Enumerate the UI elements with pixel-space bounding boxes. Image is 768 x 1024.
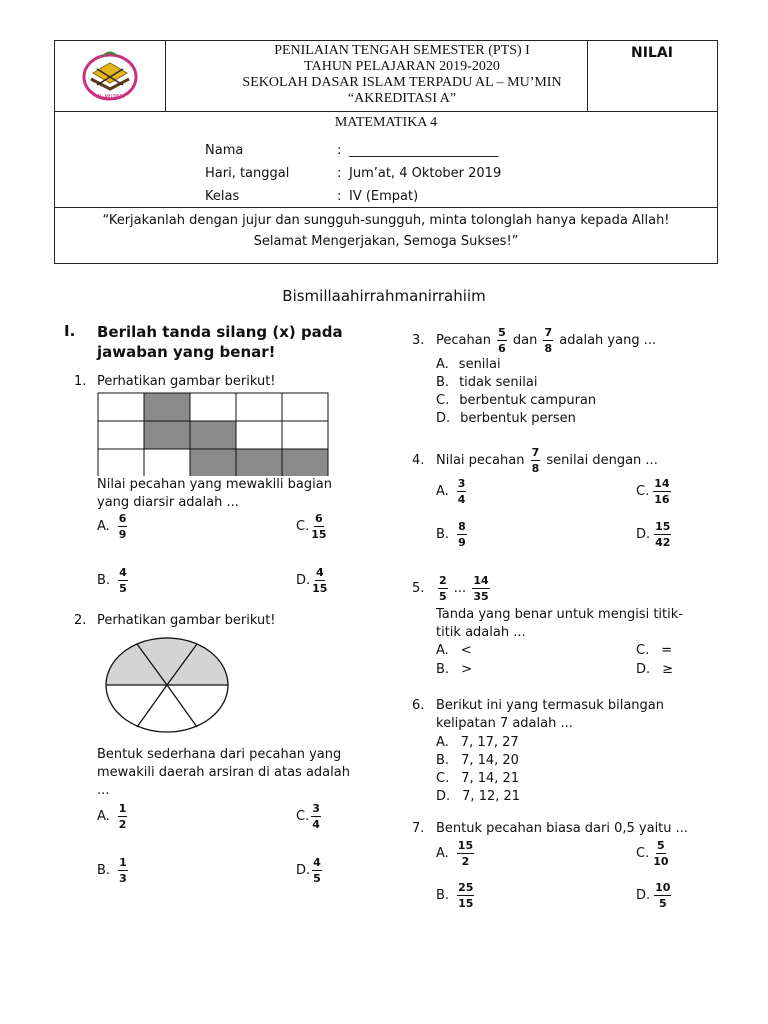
header-divider (55, 207, 717, 208)
q7-text: Bentuk pecahan biasa dari 0,5 yaitu ... (436, 821, 689, 836)
q6-option-c[interactable] (436, 770, 519, 788)
q5-fraction-2 (472, 574, 489, 603)
field-label-kelas: Kelas (205, 189, 240, 204)
option-text: 7, 17, 27 (460, 735, 519, 750)
fraction-den: 9 (118, 528, 127, 541)
option-letter: C. (296, 809, 310, 824)
q1-text: yang diarsir adalah ... (97, 495, 239, 510)
field-value-tanggal: Jum’at, 4 Oktober 2019 (349, 166, 502, 181)
option-letter: B. (436, 375, 450, 390)
q3-fraction-2 (543, 326, 553, 355)
option-fraction (654, 881, 671, 910)
q6-option-d[interactable] (436, 788, 520, 806)
fraction-den: 9 (458, 536, 466, 549)
option-letter: D. (636, 662, 651, 677)
subject-title: MATEMATIKA 4 (334, 115, 438, 130)
grid-cell-shaded (282, 449, 328, 476)
option-text: < (460, 643, 472, 658)
fraction-num: 15 (655, 520, 671, 533)
field-sep: : (337, 166, 342, 181)
option-fraction (311, 512, 326, 541)
option-letter: D. (636, 888, 651, 903)
fraction-num: 5 (657, 839, 665, 852)
option-text: senilai (458, 357, 501, 372)
option-text: berbentuk persen (460, 411, 576, 426)
header-divider (55, 111, 717, 112)
grid-cell (144, 449, 190, 476)
section-number: I. (64, 322, 76, 340)
option-fraction (311, 802, 321, 831)
q1-option-d[interactable] (296, 566, 329, 595)
fraction-den: 8 (544, 342, 553, 355)
option-letter: A. (97, 809, 110, 824)
grid-cell (282, 421, 328, 449)
q4-option-d[interactable] (636, 520, 673, 549)
q5-option-c[interactable] (636, 642, 672, 660)
q3-option-d[interactable] (436, 410, 576, 428)
option-letter: A. (436, 846, 449, 861)
option-letter: D. (636, 527, 651, 542)
grid-cell-shaded (144, 421, 190, 449)
q5-number: 5. (412, 581, 425, 596)
option-text: 7, 14, 21 (461, 771, 520, 786)
q3-text-pre: Pecahan (436, 333, 491, 348)
fraction-num: 25 (458, 881, 474, 894)
grid-cell (282, 393, 328, 421)
motto-line: “Kerjakanlah dengan jujur dan sungguh-sungguh, minta tolonglah hanya kepada Allah! (102, 213, 670, 228)
option-text: 7, 14, 20 (461, 753, 519, 768)
fraction-den: 8 (531, 462, 540, 475)
option-letter: D. (436, 789, 451, 804)
fraction-den: 2 (461, 855, 470, 868)
fraction-den: 2 (118, 818, 127, 831)
q6-option-b[interactable] (436, 752, 519, 770)
option-text: = (661, 643, 673, 658)
pie-shaded-region (106, 637, 228, 685)
fraction-den: 5 (313, 872, 321, 885)
option-letter: B. (436, 888, 450, 903)
pie-divider (167, 685, 197, 727)
fraction-den: 6 (498, 342, 506, 355)
q2-text: mewakili daerah arsiran di atas adalah (97, 765, 350, 780)
q5-option-b[interactable] (436, 661, 472, 679)
field-sep: : (337, 143, 342, 158)
q7-option-a[interactable] (436, 839, 476, 868)
exam-header (54, 40, 718, 264)
option-letter: A. (436, 484, 449, 499)
q1-option-c[interactable] (296, 512, 329, 541)
q5-fraction-1 (438, 574, 448, 603)
fraction-num: 3 (312, 802, 320, 815)
q3-fraction-1 (497, 326, 507, 355)
option-letter: A. (436, 643, 449, 658)
grid-cell (236, 421, 282, 449)
fraction-num: 14 (473, 574, 489, 587)
q5-text: Tanda yang benar untuk mengisi titik- (436, 607, 683, 622)
grid-cell-shaded (144, 393, 190, 421)
fraction-num: 6 (118, 512, 127, 525)
title-line: PENILAIAN TENGAH SEMESTER (PTS) I (274, 43, 530, 58)
fraction-den: 4 (457, 493, 466, 506)
grid-cell-shaded (190, 449, 236, 476)
option-letter: C. (636, 846, 650, 861)
q5-expression (436, 572, 492, 606)
fraction-num: 1 (118, 802, 127, 815)
q2-option-c[interactable] (296, 802, 323, 831)
option-letter: D. (436, 411, 451, 426)
field-sep: : (337, 189, 342, 204)
fraction-num: 4 (315, 566, 324, 579)
grid-cell (98, 421, 144, 449)
title-line: SEKOLAH DASAR ISLAM TERPADU AL – MU’MIN (242, 75, 562, 90)
option-fraction (457, 881, 474, 910)
option-fraction (312, 856, 322, 885)
option-text: tidak senilai (459, 375, 538, 390)
section-title-line: Berilah tanda silang (x) pada (97, 323, 343, 341)
option-text: berbentuk campuran (459, 393, 597, 408)
q2-option-d[interactable] (296, 856, 324, 885)
fraction-num: 14 (654, 477, 670, 490)
q4-text-post: senilai dengan ... (546, 453, 658, 468)
q2-text: Bentuk sederhana dari pecahan yang (97, 747, 342, 762)
fraction-den: 15 (311, 528, 327, 541)
fraction-den: 3 (119, 872, 127, 885)
option-letter: B. (436, 753, 450, 768)
field-label-nama: Nama (205, 143, 244, 158)
q4-option-a[interactable] (436, 477, 468, 506)
option-fraction (118, 856, 128, 885)
title-line: “AKREDITASI A” (347, 91, 457, 106)
fraction-den: 35 (473, 590, 489, 603)
option-letter: C. (636, 484, 650, 499)
q3-text (436, 324, 656, 358)
q3-text-post: adalah yang ... (559, 333, 657, 348)
section-title-line: jawaban yang benar! (97, 343, 276, 361)
fraction-den: 5 (658, 897, 667, 910)
fraction-den: 5 (439, 590, 447, 603)
fraction-den: 5 (119, 582, 127, 595)
option-letter: A. (97, 519, 110, 534)
fraction-num: 10 (655, 881, 671, 894)
fraction-num: 3 (457, 477, 466, 490)
q4-number: 4. (412, 453, 425, 468)
q2-circle-figure (104, 636, 230, 736)
q2-number: 2. (74, 613, 87, 628)
q3-text-mid: dan (512, 333, 538, 348)
q1-option-b[interactable] (97, 566, 130, 595)
q4-option-c[interactable] (636, 477, 673, 506)
option-fraction (118, 802, 128, 831)
option-letter: A. (436, 357, 449, 372)
q7-number: 7. (412, 821, 425, 836)
nilai-label: NILAI (631, 45, 673, 61)
option-fraction (457, 520, 467, 549)
q7-option-b[interactable] (436, 881, 476, 910)
fraction-num: 4 (119, 566, 127, 579)
option-letter: A. (436, 735, 449, 750)
option-fraction (654, 520, 671, 549)
motto-line: Selamat Mengerjakan, Semoga Sukses!” (253, 234, 519, 249)
option-fraction (653, 477, 670, 506)
q6-option-a[interactable] (436, 734, 519, 752)
basmalah: Bismillaahirrahmanirrahiim (282, 287, 486, 305)
q3-option-b[interactable] (436, 374, 537, 392)
q5-option-a[interactable] (436, 642, 472, 660)
option-letter: C. (296, 519, 310, 534)
q3-number: 3. (412, 333, 425, 348)
grid-cell-shaded (236, 449, 282, 476)
school-logo (79, 49, 141, 103)
option-letter: B. (436, 662, 450, 677)
grid-cell (98, 393, 144, 421)
option-letter: D. (296, 863, 311, 878)
q4-fraction (531, 446, 541, 475)
fraction-num: 7 (531, 446, 540, 459)
fraction-num: 2 (439, 574, 447, 587)
q5-dots: ... (453, 581, 467, 596)
fraction-num: 15 (457, 839, 474, 852)
fraction-num: 5 (498, 326, 506, 339)
q1-prompt: Perhatikan gambar berikut! (97, 374, 276, 389)
q5-option-d[interactable] (636, 661, 673, 679)
q1-text: Nilai pecahan yang mewakili bagian (97, 477, 332, 492)
fraction-num: 8 (458, 520, 466, 533)
fraction-num: 1 (119, 856, 127, 869)
option-fraction (312, 566, 327, 595)
q2-prompt: Perhatikan gambar berikut! (97, 613, 276, 628)
q7-option-c[interactable] (636, 839, 671, 868)
option-text: > (461, 662, 472, 677)
q4-option-b[interactable] (436, 520, 469, 549)
logo-text: AL-MU'MIN (96, 94, 124, 100)
option-letter: B. (436, 527, 450, 542)
field-label-tanggal: Hari, tanggal (205, 166, 290, 181)
grid-cell (190, 393, 236, 421)
option-fraction (457, 477, 467, 506)
option-fraction (118, 566, 128, 595)
q6-number: 6. (412, 698, 425, 713)
field-value-kelas: IV (Empat) (349, 189, 419, 204)
q1-number: 1. (74, 374, 87, 389)
grid-cell-shaded (190, 421, 236, 449)
q2-text: ... (97, 783, 110, 798)
field-value-nama: _______________________ (349, 143, 499, 158)
option-letter: B. (97, 573, 111, 588)
q4-text (436, 444, 658, 478)
fraction-num: 4 (313, 856, 321, 869)
fraction-den: 16 (654, 493, 670, 506)
fraction-num: 7 (544, 326, 553, 339)
option-text: ≥ (662, 662, 674, 677)
fraction-den: 10 (653, 855, 669, 868)
q6-text: kelipatan 7 adalah ... (436, 716, 573, 731)
section-title (97, 322, 343, 362)
q6-text: Berikut ini yang termasuk bilangan (436, 698, 665, 713)
q1-grid-figure (97, 392, 329, 476)
title-line: TAHUN PELAJARAN 2019-2020 (304, 59, 500, 74)
grid-cell (98, 449, 144, 476)
option-letter: D. (296, 573, 311, 588)
option-fraction (457, 839, 474, 868)
q4-text-pre: Nilai pecahan (436, 453, 525, 468)
option-letter: C. (436, 771, 450, 786)
fraction-den: 4 (312, 818, 320, 831)
fraction-den: 15 (458, 897, 474, 910)
option-fraction (118, 512, 128, 541)
option-text: 7, 12, 21 (462, 789, 521, 804)
q2-option-b[interactable] (97, 856, 130, 885)
fraction-den: 15 (312, 582, 328, 595)
q7-option-d[interactable] (636, 881, 673, 910)
option-letter: C. (436, 393, 450, 408)
q3-option-a[interactable] (436, 356, 501, 374)
pie-divider (137, 685, 167, 727)
fraction-den: 42 (655, 536, 671, 549)
option-letter: C. (636, 643, 650, 658)
grid-cell (236, 393, 282, 421)
q5-text: titik adalah ... (436, 625, 526, 640)
q3-option-c[interactable] (436, 392, 596, 410)
option-fraction (653, 839, 668, 868)
option-letter: B. (97, 863, 111, 878)
q2-option-a[interactable] (97, 802, 129, 831)
q1-option-a[interactable] (97, 512, 129, 541)
fraction-num: 6 (315, 512, 323, 525)
